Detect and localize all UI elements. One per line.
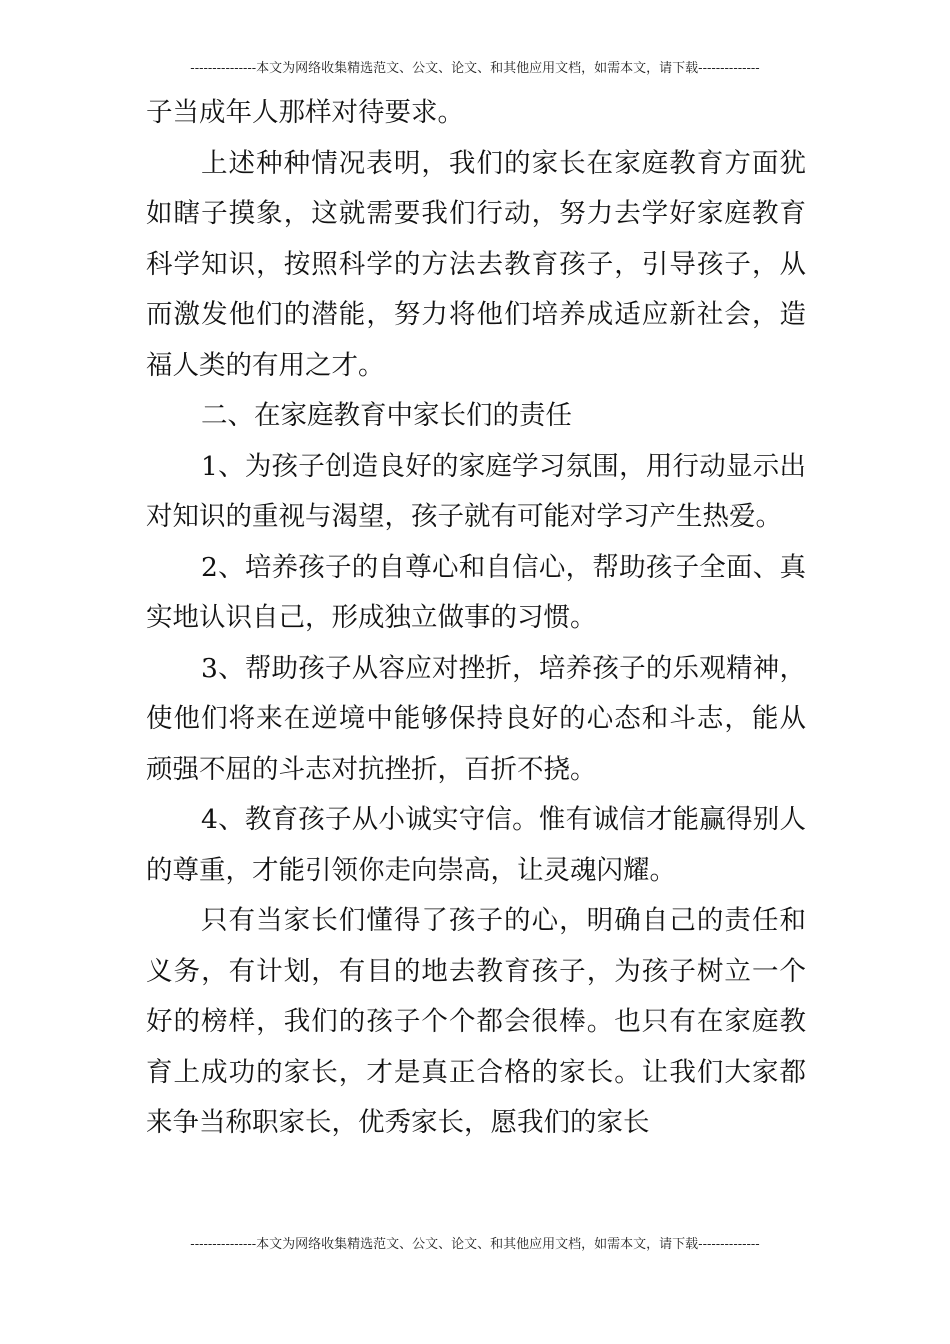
paragraph-continuation: 子当成年人那样对待要求。 xyxy=(146,97,464,128)
header-banner: ---------------本文为网络收集精选范文、公文、论文、和其他应用文档，如需本文，请下载-------------- xyxy=(190,61,760,76)
list-item-1: 1、为孩子创造良好的家庭学习氛围，用行动显示出对知识的重视与渴望，孩子就有可能对学习产生热爱。 xyxy=(146,450,806,532)
list-item-4: 4、教育孩子从小诚实守信。惟有诚信才能赢得别人的尊重，才能引领你走向崇高，让灵魂闪耀。 xyxy=(146,804,806,886)
section-heading: 二、在家庭教育中家长们的责任 xyxy=(201,400,572,431)
document-body xyxy=(146,88,806,1149)
list-item-2: 2、培养孩子的自尊心和自信心，帮助孩子全面、真实地认识自己，形成独立做事的习惯。 xyxy=(146,551,806,633)
footer-banner: ---------------本文为网络收集精选范文、公文、论文、和其他应用文档，如需本文，请下载-------------- xyxy=(190,1237,760,1252)
list-item-3: 3、帮助孩子从容应对挫折，培养孩子的乐观精神，使他们将来在逆境中能够保持良好的心态和斗志，能从顽强不屈的斗志对抗挫折，百折不挠。 xyxy=(146,652,806,785)
paragraph-summary: 上述种种情况表明，我们的家长在家庭教育方面犹如瞎子摸象，这就需要我们行动，努力去学好家庭教育科学知识，按照科学的方法去教育孩子，引导孩子，从而激发他们的潜能，努力将他们培养成适应新社会，造福人类的有用之才。 xyxy=(146,147,806,381)
paragraph-conclusion: 只有当家长们懂得了孩子的心，明确自己的责任和义务，有计划，有目的地去教育孩子，为孩子树立一个好的榜样，我们的孩子个个都会很棒。也只有在家庭教育上成功的家长，才是真正合格的家长。让我们大家都来争当称职家长，优秀家长，愿我们的家长 xyxy=(146,905,806,1138)
